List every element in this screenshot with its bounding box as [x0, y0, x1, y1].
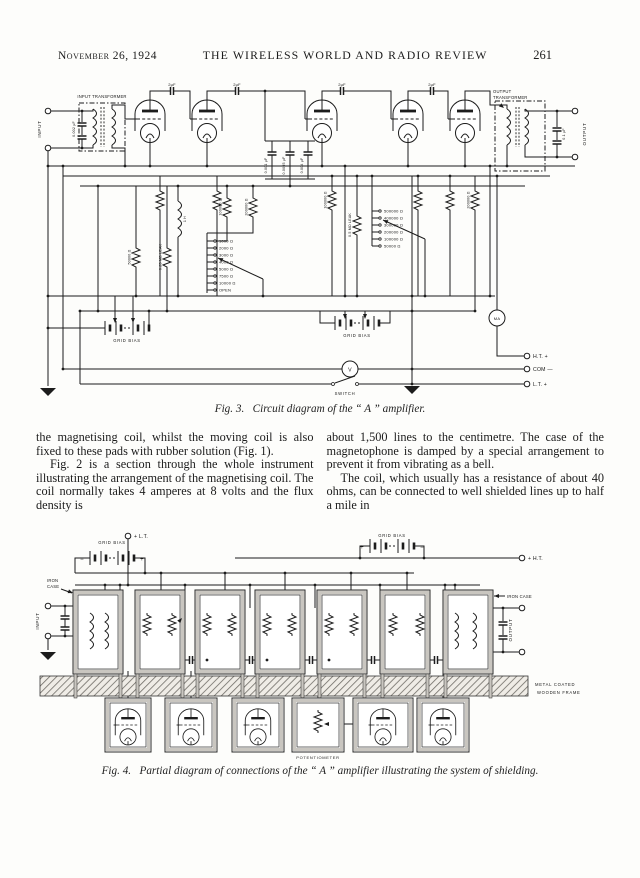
journal-title: THE WIRELESS WORLD AND RADIO REVIEW: [202, 48, 488, 62]
com-terminal-label: COM —: [533, 367, 553, 373]
arrow-icon: [131, 318, 135, 323]
article-body: [0, 431, 640, 512]
tap-label: 1000 Ω: [219, 238, 234, 244]
article-column-right: [327, 431, 605, 512]
fig3-output-label: OUTPUT: [582, 122, 587, 146]
page-header: [0, 0, 640, 63]
tap-label: 2000 Ω: [219, 245, 234, 251]
output-transformer-label: TRANSFORMER: [493, 95, 528, 100]
lt-terminal-label: L.T. +: [533, 382, 548, 388]
fig3-input-label: INPUT: [37, 120, 42, 138]
capacitor-icon: [372, 656, 375, 664]
battery-plus-sign: +: [140, 557, 144, 563]
tap-label: 400000 Ω: [384, 215, 404, 221]
fig4-output-label: OUTPUT: [508, 618, 513, 642]
battery-minus-sign: −: [420, 545, 424, 551]
grid-bias-battery-icon: [370, 539, 414, 553]
tap-label: 4000 Ω: [219, 259, 234, 265]
tap-label: 10000 Ω: [219, 280, 236, 286]
earth-ground-icon: [40, 652, 56, 660]
capacitor-icon: [61, 627, 70, 630]
capacitor-icon: [499, 622, 508, 625]
milliammeter-label: MA: [493, 316, 501, 321]
fig4-circuit-diagram: [35, 528, 605, 763]
arrow-icon: [494, 594, 499, 598]
battery-plus-sign: +: [360, 545, 364, 551]
input-terminal: [45, 603, 51, 609]
capacitor-icon: [304, 152, 313, 155]
coupling-cap-label: 2μF: [338, 82, 346, 87]
tap-label: 100000 Ω: [384, 236, 404, 242]
triode-valve-icon: [133, 100, 165, 143]
iron-case-label: CASE: [47, 584, 60, 589]
ht-terminal: [519, 555, 525, 561]
lt-terminal: [125, 533, 131, 539]
paragraph: The coil, which usually has a resistance of about 40 ohms, can be connected to well shielded lines up to half a mile in: [326, 470, 604, 512]
iron-case-box: [380, 590, 430, 674]
fig3-input-cap-label: 0.002 μF: [72, 121, 76, 137]
figure-4: [0, 528, 640, 777]
ht-terminal-label: + H.T.: [528, 556, 543, 562]
capacitor-label: 0.004 μF: [300, 157, 304, 174]
capacitor-icon: [61, 616, 70, 619]
resistor-label: 50000 Ω: [127, 249, 132, 265]
header-date: November 26, 1924: [58, 50, 158, 62]
paragraph: about 1,500 lines to the centimetre. The case of the magnetophone is damped by a special arrangement to prevent it from vibrating as a bell.: [326, 430, 604, 471]
iron-case-label: IRON CASE: [507, 594, 532, 599]
earth-ground-icon: [40, 388, 56, 396]
iron-case-box: [443, 590, 493, 674]
coupling-cap-label: 2μF: [233, 82, 241, 87]
coupling-cap-label: 2μF: [428, 82, 436, 87]
capacitor-icon: [250, 656, 253, 664]
tap-label: 5000 Ω: [219, 266, 234, 272]
output-terminal: [572, 108, 578, 114]
paragraph: the magnetising coil, whilst the moving coil is also fixed to these pads with rubber solution (Fig. 1).: [36, 430, 314, 458]
capacitor-icon: [431, 87, 434, 95]
output-transformer-label: OUTPUT: [493, 89, 512, 94]
arrow-icon: [363, 314, 367, 319]
fig4-input-label: INPUT: [35, 612, 40, 630]
frame-label: WOODEN FRAME: [537, 690, 581, 695]
grid-bias-label: GRID BIAS: [343, 333, 371, 338]
page-number: 261: [533, 48, 552, 62]
capacitor-icon: [190, 656, 193, 664]
tap-label: 500000 Ω: [384, 208, 404, 214]
capacitor-label: 0.001 μF: [264, 157, 268, 174]
battery-minus-sign: −: [80, 557, 84, 563]
tap-label: 300000 Ω: [384, 222, 404, 228]
grid-bias-battery-icon: [335, 316, 379, 330]
capacitor-label: 0.0005 μF: [282, 156, 286, 175]
fig3-caption: Fig. 3. Circuit diagram of the “ A ” amplifier.: [214, 403, 426, 415]
frame-label: METAL COATED: [535, 682, 576, 687]
grid-bias-label: GRID BIAS: [98, 540, 126, 545]
tap-label: OPEN: [219, 287, 232, 293]
grid-bias-label: GRID BIAS: [378, 533, 406, 538]
input-terminal: [45, 633, 51, 639]
grid-bias-battery-icon: [90, 551, 134, 565]
ht-terminal-label: H.T. +: [533, 354, 548, 360]
input-transformer-symbol: [79, 103, 125, 151]
lt-terminal: [524, 381, 530, 387]
resistor-label: 100000 Ω: [323, 191, 328, 209]
earth-ground-icon: [404, 386, 420, 394]
lt-terminal-label: + L.T.: [134, 534, 149, 540]
grid-bias-label: GRID BIAS: [113, 338, 141, 343]
tap-label: 3000 Ω: [219, 252, 234, 258]
tap-label: 7500 Ω: [219, 273, 234, 279]
grid-leak-label: 0.5 MΩ LEAK: [348, 212, 352, 238]
com-terminal: [524, 366, 530, 372]
resistor-label: 200000 Ω: [466, 191, 471, 209]
article-column-left: [36, 431, 314, 512]
iron-case-label: IRON: [47, 578, 59, 583]
capacitor-icon: [236, 87, 239, 95]
voltmeter-label: V: [348, 367, 352, 374]
capacitor-icon: [435, 656, 438, 664]
capacitor-icon: [553, 141, 562, 144]
output-terminal: [519, 649, 525, 655]
resistor-label: 200000 Ω: [244, 198, 249, 216]
grid-bias-battery-icon: [105, 321, 149, 335]
shield-frame-band: [40, 676, 528, 696]
tap-label: 50000 Ω: [384, 243, 401, 249]
fig4-caption: Fig. 4. Partial diagram of connections of the “ A ” amplifier illustrating the system of shielding.: [101, 765, 539, 777]
capacitor-icon: [268, 152, 277, 155]
triode-valve-icon: [448, 100, 480, 143]
anode-resistors: [132, 189, 479, 269]
paragraph: Fig. 2 is a section through the whole instrument illustrating the arrangement of the magnetising coil. The coil normally takes 4 amperes at 8 volts and the flux density is: [36, 457, 314, 512]
iron-case-boxes-lower: [105, 698, 469, 752]
triode-valve-icon: [190, 100, 222, 143]
grid-leak-label: 0.25 MΩ LEAK: [158, 243, 163, 271]
iron-case-box: [73, 590, 123, 674]
capacitor-icon: [553, 128, 562, 131]
capacitor-icon: [310, 656, 313, 664]
output-terminal: [572, 154, 578, 160]
figure-3: [0, 81, 640, 415]
output-terminal: [519, 605, 525, 611]
capacitor-icon: [286, 152, 295, 155]
input-terminal: [45, 108, 51, 114]
tap-label: 200000 Ω: [384, 229, 404, 235]
triode-valve-icon: [391, 100, 423, 143]
coupling-cap-label: 2μF: [168, 82, 176, 87]
output-cap-label: 0.1 μF: [562, 128, 566, 140]
fig3-circuit-diagram: [35, 81, 605, 401]
potentiometer-label: POTENTIOMETER: [296, 755, 340, 760]
fig3-input-transformer-label: INPUT TRANSFORMER: [77, 94, 127, 99]
resistor-label: 100000 Ω: [218, 198, 223, 216]
iron-case-boxes-upper: [73, 590, 493, 674]
ht-terminal: [524, 353, 530, 359]
capacitor-icon: [341, 87, 344, 95]
capacitor-icon: [171, 87, 174, 95]
triode-valve-icon: [305, 100, 337, 143]
input-terminal: [45, 145, 51, 151]
capacitor-icon: [499, 636, 508, 639]
switch-label: SWITCH: [334, 391, 356, 396]
choke-label: 1 H: [183, 215, 187, 223]
